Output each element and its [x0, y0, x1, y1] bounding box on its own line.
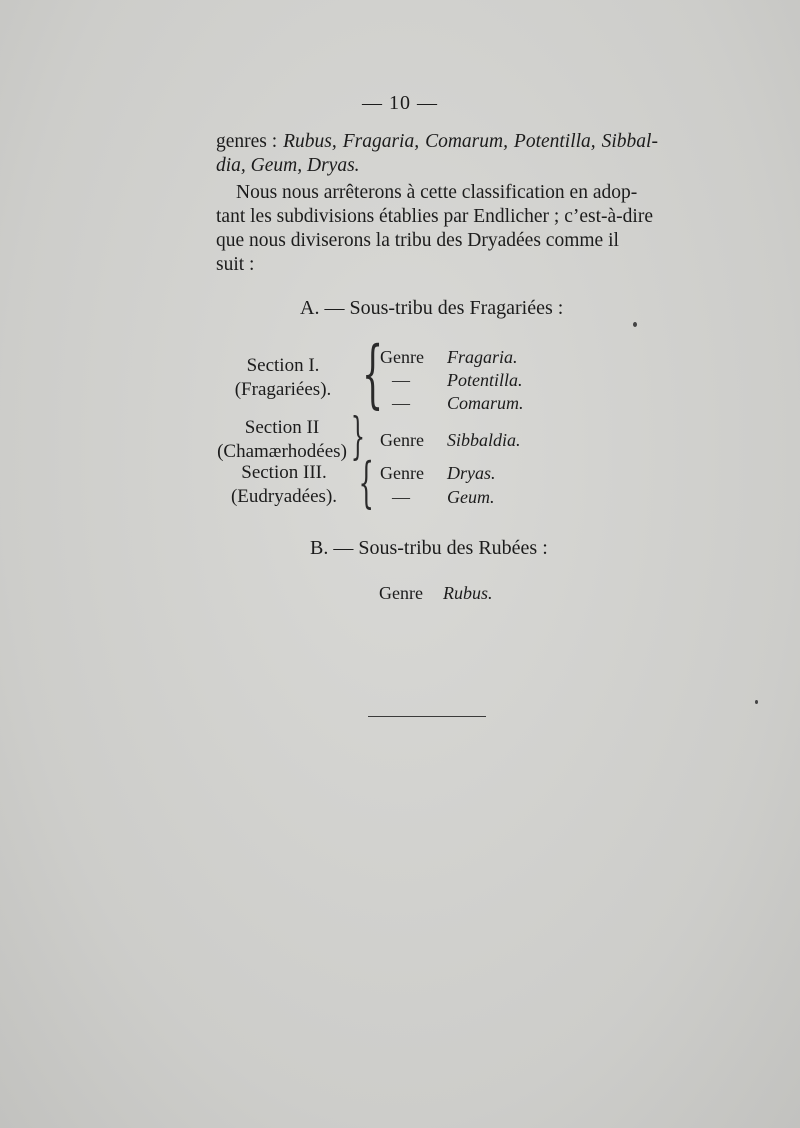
section-name: Section II: [244, 417, 320, 438]
paragraph-lead: genres :: [216, 131, 278, 152]
brace-icon: {: [361, 331, 384, 417]
genus-entry: Sibbaldia.: [447, 430, 521, 450]
subtribe-a-heading: A. — Sous-tribu des Fragariées :: [300, 297, 564, 319]
ditto-dash: —: [392, 487, 410, 507]
genre-label: Genre: [379, 583, 423, 603]
section-group: (Fragariées).: [234, 379, 332, 400]
section-group: (Chamærhodées): [217, 441, 347, 462]
ditto-dash: —: [392, 393, 410, 413]
genus-entry: Dryas.: [447, 463, 496, 483]
text-line: suit :: [216, 254, 255, 275]
genus-entry: Rubus.: [443, 583, 493, 603]
brace-icon: {: [358, 451, 374, 514]
end-rule: [368, 716, 486, 717]
section-name: Section III.: [241, 462, 327, 483]
section-name: Section I.: [246, 355, 320, 376]
genre-label: Genre: [380, 430, 424, 450]
ink-speck: [633, 322, 637, 327]
genus-entry: Comarum.: [447, 393, 524, 413]
section-label: [220, 461, 348, 509]
genus-entry: Geum.: [447, 487, 495, 507]
text-line: Nous nous arrêterons à cette classification en adop-: [236, 182, 638, 203]
text-line: tant les subdivisions établies par Endlicher ; c’est-à-dire: [216, 206, 653, 227]
subtribe-b-heading: B. — Sous-tribu des Rubées :: [310, 537, 548, 559]
text-line: [216, 154, 658, 178]
section-label: [214, 416, 350, 464]
genus-name: Sibbal-: [601, 131, 658, 152]
genus-name: Comarum,: [425, 131, 508, 152]
genre-label: Genre: [380, 347, 424, 367]
page-number: — 10 —: [362, 92, 438, 114]
ditto-dash: —: [392, 370, 410, 390]
text-line: que nous diviserons la tribu des Dryadées comme il: [216, 230, 619, 251]
genre-label: Genre: [380, 463, 424, 483]
ink-speck: [755, 700, 758, 704]
brace-icon: }: [350, 407, 366, 465]
genus-name: Dryas.: [307, 155, 360, 176]
text-line: [216, 130, 658, 154]
genus-entry: Potentilla.: [447, 370, 523, 390]
classification-paragraph: [216, 181, 658, 277]
genus-name: dia,: [216, 155, 246, 176]
section-label: [218, 354, 348, 402]
genera-paragraph: [216, 130, 658, 178]
genus-name: Fragaria,: [342, 131, 420, 152]
genus-entry: Fragaria.: [447, 347, 518, 367]
section-group: (Eudryadées).: [230, 486, 338, 507]
genus-name: Potentilla,: [513, 131, 596, 152]
genus-name: Rubus,: [283, 131, 337, 152]
genus-name: Geum,: [250, 155, 303, 176]
